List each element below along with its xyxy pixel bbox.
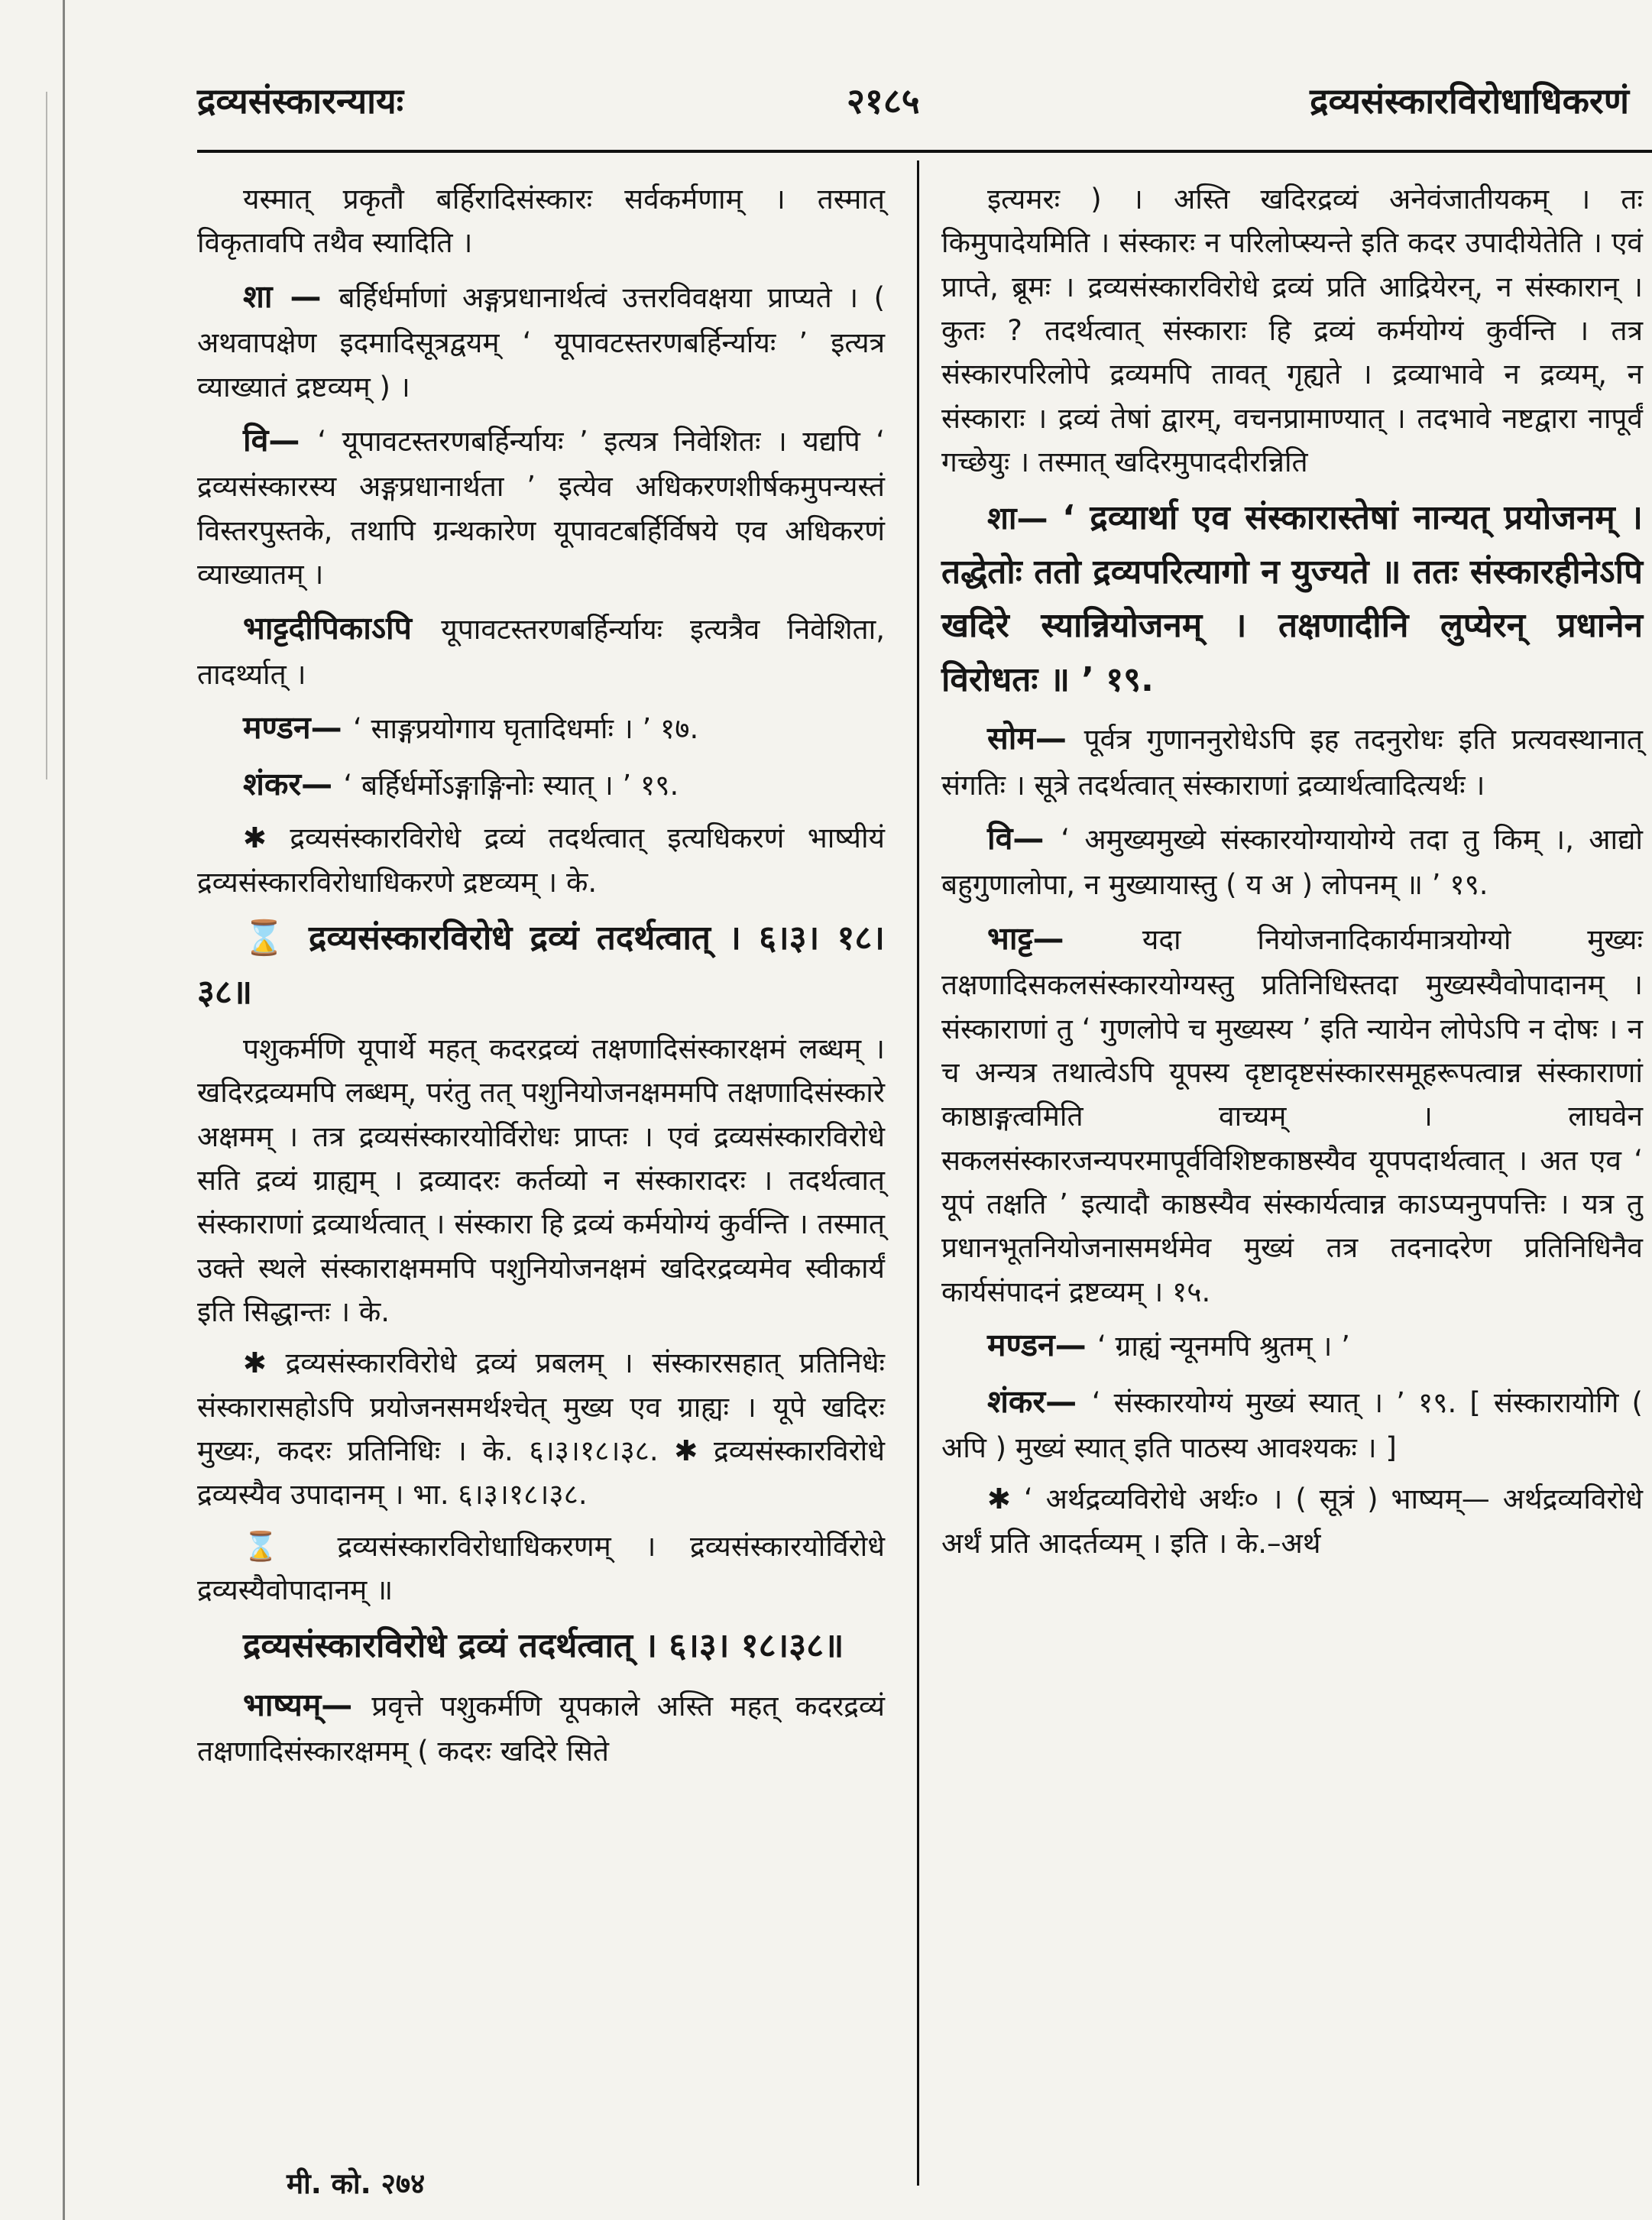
paragraph-text: ✱ ‘ अर्थद्रव्यविरोधे अर्थः० । ( सूत्रं ) भाष्यम्— अर्थद्रव्यविरोधे अर्थं प्रति आदर्तव्यम् । इति । के.–अर्थ — [941, 1483, 1643, 1560]
paragraph-text: ‘ बर्हिर्धर्मोऽङ्गाङ्गिनोः स्यात् । ’ १९. — [343, 768, 679, 802]
paragraph-text: यूपावटस्तरणबर्हिर्न्यायः इत्यत्रैव निवेशिता, तादर्थ्यात् । — [197, 612, 885, 692]
page-footer: मी. को. २७४ — [287, 2167, 426, 2200]
page-header — [197, 76, 1629, 145]
paragraph-label: शा— — [987, 500, 1063, 537]
paragraph-text: ‘ संस्कारयोग्यं मुख्यं स्यात् । ’ १९. [ संस्कारायोगि ( अपि ) मुख्यं स्यात् इति पाठस्य आवश्यकः । ] — [941, 1385, 1643, 1465]
paragraph — [941, 915, 1643, 1314]
paragraph — [941, 1477, 1643, 1565]
header-rule — [197, 150, 1652, 153]
paragraph-text: ‘ द्रव्यार्था एव संस्कारास्तेषां नान्यत् प्रयोजनम् । तद्धेतोः ततो द्रव्यपरित्यागो न युज्यते ॥ ततः संस्कारहीनेऽपि खदिरे स्यान्नियोजनम् । तक्षणादीनि लुप्येरन् प्रधानेन विरोधतः ॥ ’ १९. — [941, 498, 1643, 699]
paragraph-label: मण्डन— — [987, 1327, 1097, 1364]
paragraph-text: ‘ ग्राह्यं न्यूनमपि श्रुतम् । ’ — [1096, 1330, 1350, 1363]
paragraph-label: मण्डन— — [243, 709, 353, 747]
paragraph-text: ‘ अमुख्यमुख्ये संस्कारयोग्यायोग्ये तदा तु किम् ।, आद्यो बहुगुणालोपा, न मुख्यायास्तु ( य अ ) लोपनम् ॥ ’ १९. — [941, 822, 1643, 902]
paragraph — [941, 815, 1643, 907]
page-binding-shadow — [46, 92, 47, 779]
right-column — [941, 177, 1643, 1573]
paragraph-text: पूर्वत्र गुणाननुरोधेऽपि इह तदनुरोधः इति प्रत्यवस्थानात् संगतिः । सूत्रे तदर्थत्वात् संस्काराणां द्रव्यार्थत्वादित्यर्थः । — [941, 722, 1643, 802]
paragraph-text: यस्मात् प्रकृतौ बर्हिरादिसंस्कारः सर्वकर्मणाम् । तस्मात् विकृतावपि तथैव स्यादिति । — [197, 183, 885, 260]
paragraph — [197, 1341, 885, 1516]
paragraph-text: पशुकर्मणि यूपार्थे महत् कदरद्रव्यं तक्षणादिसंस्कारक्षमं लब्धम् । खदिरद्रव्यमपि लब्धम्, परंतु तत् पशुनियोजनक्षममपि तक्षणादिसंस्कारे अक्षमम् । तत्र द्रव्यसंस्कारयोर्विरोधः प्राप्तः । एवं द्रव्यसंस्कारविरोधे सति द्रव्यं ग्राह्यम् । द्रव्यादरः कर्तव्यो न संस्कारादरः । तदर्थत्वात् संस्काराणां द्रव्यार्थत्वात् । संस्कारा हि द्रव्यं कर्मयोग्यं कुर्वन्ति । तस्मात् उक्ते स्थले संस्काराक्षममपि पशुनियोजनक्षमं खदिरद्रव्यमेव स्वीकार्यं इति सिद्धान्तः । के. — [197, 1032, 885, 1329]
paragraph — [197, 416, 885, 597]
paragraph-text: बर्हिर्धर्माणां अङ्गप्रधानार्थत्वं उत्तरविवक्षया प्राप्यते । ( अथवापक्षेण इदमादिसूत्रद्वयम् ‘ यूपावटस्तरणबर्हिर्न्यायः ’ इत्यत्र व्याख्यातं द्रष्टव्यम् ) । — [197, 280, 886, 403]
paragraph — [197, 1619, 885, 1673]
paragraph — [941, 1378, 1643, 1470]
header-right-title: द्रव्यसंस्कारविरोधाधिकरणं — [1310, 80, 1629, 122]
paragraph-text: ✱ द्रव्यसंस्कारविरोधे द्रव्यं प्रबलम् । संस्कारसहात् प्रतिनिधेः संस्कारासहोऽपि प्रयोजनसमर्थश्चेत् मुख्य एव ग्राह्यः । यूपे खदिरः मुख्यः, कदरः प्रतिनिधिः । के. ६।३।१८।३८. ✱ द्रव्यसंस्कारविरोधे द्रव्यस्यैव उपादानम् । भा. ६।३।१८।३८. — [197, 1347, 885, 1512]
paragraph-text: यदा नियोजनादिकार्यमात्रयोग्यो मुख्यः तक्षणादिसकलसंस्कारयोग्यस्तु प्रतिनिधिस्तदा मुख्यस्यैवोपादानम् । संस्काराणां तु ‘ गुणलोपे च मुख्यस्य ’ इति न्यायेन लोपेऽपि न दोषः । न च अन्यत्र तथात्वेऽपि यूपस्य दृष्टादृष्टसंस्कारसमूहरूपत्वान्न संस्काराणां काष्ठाङ्गत्वमिति वाच्यम् । लाघवेन सकलसंस्कारजन्यपरमापूर्वविशिष्टकाष्ठस्यैव यूपपदार्थत्वात् । अत एव ‘ यूपं तक्षति ’ इत्यादौ काष्ठस्यैव संस्कार्यत्वान्न काऽप्यनुपपत्तिः । यत्र तु प्रधानभूतनियोजनासमर्थमेव मुख्यं तत्र तदनादरेण प्रतिनिधिनैव कार्यसंपादनं द्रष्टव्यम् । १५. — [941, 922, 1643, 1308]
paragraph — [197, 760, 885, 809]
paragraph — [941, 715, 1643, 807]
column-divider — [917, 160, 919, 2186]
paragraph — [197, 816, 885, 904]
paragraph — [197, 1681, 885, 1774]
paragraph-text: इत्यमरः ) । अस्ति खदिरद्रव्यं अनेवंजातीयकम् । तः किमुपादेयमिति । संस्कारः न परिलोप्स्यन्ते इति कदर उपादीयेतेति । एवं प्राप्ते, ब्रूमः । द्रव्यसंस्कारविरोधे द्रव्यं प्रति आद्रियेरन्, न संस्कारान् । कुतः ? तदर्थत्वात् संस्काराः हि द्रव्यं कर्मयोग्यं कुर्वन्ति । तत्र संस्कारपरिलोपे द्रव्यमपि तावत् गृह्यते । द्रव्याभावे न द्रव्यम्, न संस्काराः । द्रव्यं तेषां द्वारम्, वचनप्रामाण्यात् । तदभावे नष्टद्वारा नापूर्वं गच्छेयुः । तस्मात् खदिरमुपाददीरन्निति — [941, 183, 1643, 479]
paragraph — [941, 1321, 1643, 1370]
paragraph — [197, 912, 885, 1019]
page-binding-edge — [63, 0, 65, 2220]
paragraph — [941, 491, 1643, 707]
paragraph-text: ⌛ द्रव्यसंस्कारविरोधे द्रव्यं तदर्थत्वात् । ६।३। १८।३८॥ — [197, 919, 885, 1012]
paragraph — [197, 177, 885, 265]
header-left-title: द्रव्यसंस्कारन्यायः — [197, 80, 404, 122]
paragraph-label: भाट्टदीपिकाऽपि — [243, 609, 442, 647]
paragraph-label: भाष्यम्— — [243, 1686, 372, 1723]
paragraph-text: ⌛ द्रव्यसंस्कारविरोधाधिकरणम् । द्रव्यसंस्कारयोर्विरोधे द्रव्यस्यैवोपादानम् ॥ — [197, 1529, 885, 1607]
paragraph-text: प्रवृत्ते पशुकर्मणि यूपकाले अस्ति महत् कदरद्रव्यं तक्षणादिसंस्कारक्षमम् ( कदरः खदिरे सिते — [197, 1689, 886, 1768]
paragraph — [941, 177, 1643, 484]
page-number: २१८५ — [847, 80, 920, 122]
paragraph-label: भाट्ट— — [987, 919, 1142, 957]
paragraph-text: ✱ द्रव्यसंस्कारविरोधे द्रव्यं तदर्थत्वात् इत्यधिकरणं भाष्यीयं द्रव्यसंस्कारविरोधाधिकरणे द्रष्टव्यम् । के. — [197, 822, 885, 899]
paragraph — [197, 273, 885, 409]
paragraph-label: शंकर— — [243, 765, 344, 802]
paragraph — [197, 1027, 885, 1334]
paragraph-text: ‘ यूपावटस्तरणबर्हिर्न्यायः ’ इत्यत्र निवेशितः । यद्यपि ‘ द्रव्यसंस्कारस्य अङ्गप्रधानार्थता ’ इत्येव अधिकरणशीर्षकमुपन्यस्तं विस्तरपुस्तके, तथापि ग्रन्थकारेण यूपावटबर्हिर्विषये एव अधिकरणं व्याख्यातम् । — [197, 424, 885, 591]
paragraph-label: शंकर— — [987, 1382, 1092, 1420]
paragraph — [197, 1525, 885, 1612]
paragraph-text: ‘ साङ्गप्रयोगाय घृतादिधर्माः । ’ १७. — [352, 712, 699, 746]
paragraph-label: वि— — [243, 421, 318, 459]
paragraph-label: शा — — [243, 277, 339, 315]
paragraph-label: वि— — [987, 819, 1061, 857]
paragraph-label: सोम— — [987, 719, 1084, 757]
paragraph — [197, 604, 885, 697]
left-column — [197, 177, 885, 1781]
paragraph — [197, 704, 885, 753]
paragraph-text: द्रव्यसंस्कारविरोधे द्रव्यं तदर्थत्वात् । ६।३। १८।३८॥ — [243, 1626, 844, 1666]
